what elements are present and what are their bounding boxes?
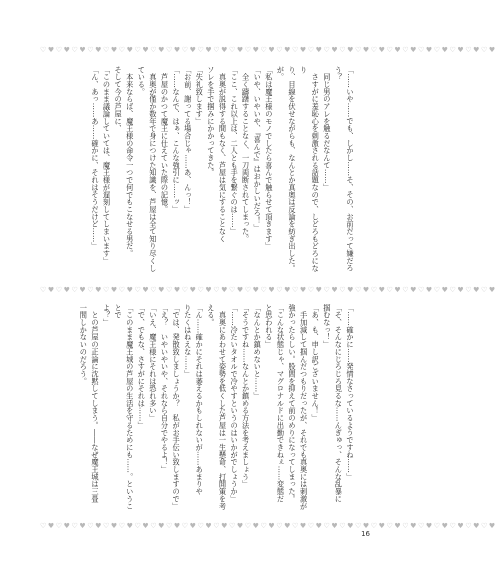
text-line: と思われる」 xyxy=(264,304,274,349)
text-line: 真奥が僅か数年で身につけた知識を、芦屋は全て知り尽くしている。 xyxy=(137,66,158,272)
text-line: 「え？ いやいやいや、それなら自分でやるよ！」 xyxy=(160,304,170,474)
text-line: 「お前、謝ってる場合じゃ……あ、んっ！」 xyxy=(183,66,193,213)
text-line: 「いや、いやいや、『喜んで』はおかしいだろ！」 xyxy=(253,66,263,232)
text-line: 「あ、も、申し訳ございません！」 xyxy=(311,304,321,422)
lower-text-block xyxy=(38,304,356,514)
text-line: 「私は魔王様のモノでしたら喜んで触らせて頂きます」 xyxy=(264,66,274,250)
text-line: 「失礼致します」 xyxy=(195,66,205,125)
text-line: との芦屋の正論に沈黙してしまう。――なぜ魔王城は三畳 xyxy=(90,304,100,503)
text-line: 「このまま魔王城の芦屋の生活を守るためにも……。ということで xyxy=(114,304,135,510)
text-line: 「……いや……でも、しかし……そ、その、お前だって嫌だろう？ xyxy=(334,66,355,272)
text-line: 手加減して掴んだつもりだったが、それでも真奥には刺激が xyxy=(299,304,309,510)
text-line: ソレを手で掴みにかかってきた。 xyxy=(206,66,216,177)
text-line: 「ん……確かにそれは萎えるかもしれないが……あまりや xyxy=(195,304,205,496)
text-line: 掴むなっ！」 xyxy=(322,304,332,349)
text-line: 芦屋のかつて魔王に仕えていた際の記憶。 xyxy=(160,66,170,213)
upper-text-block xyxy=(38,66,356,276)
text-line: 「このまま議論していては、魔王様が遅刻してしまいます」 xyxy=(102,66,112,265)
text-line: 真奥にあわせて姿勢を低くした芦屋は一生懸命、打開策を考 xyxy=(218,304,228,510)
text-line: 全く躊躇することなく、一刀両断されてしまった。 xyxy=(241,66,251,243)
text-line: 「そ、そんなにじろじろ見るな……んぎゅっ、そんな乱暴に xyxy=(334,304,344,503)
text-line: さすがに羞恥心を刺激される話題なので、しどろもどろになり xyxy=(299,66,321,272)
heart-border-top: ♡♥♡♥♡♥♡♥♡♥♡♥♡♥♡♥♡♥♡♥♡♥♡♥♡♥♡♥♡♥♡♥♡♥♡♥♡♥♡♥♡♥♡♥♡♥♡♥♡♥♡♥♡♥♡♥♡♥ xyxy=(40,46,497,54)
text-line: が。 xyxy=(276,66,286,81)
text-line: 「では、発散致しましょうか？ 私がお手伝い致しますので」 xyxy=(172,304,182,510)
text-line: 「ん、あっ……あ……確かに、それはそうだけど……」 xyxy=(90,66,100,250)
text-line: 「……なんで、はぁ、こんな強引に……ッ」 xyxy=(172,66,182,213)
text-line: 「で、でもな、さすがにそれは……」 xyxy=(137,304,147,429)
text-line: り、目線を伏せながらも、なんとか真奥は反論を紡ぎ出した。 xyxy=(288,66,298,272)
text-line: 「ここ、これ以上は、二人とも手を繋ぐのは……」 xyxy=(230,66,240,236)
text-line: よ？」 xyxy=(102,304,112,327)
text-line: 本来ならば、魔王様の命令一つで何でもこなせる男だ。 xyxy=(125,66,135,258)
text-line: 強かったらしい。股間を抑えて前のめりになってしまった。 xyxy=(288,304,298,503)
text-line: 「いえ、魔王様にそれは恐れ多い」 xyxy=(148,304,158,422)
text-line: そして今の芦屋に、 xyxy=(114,66,124,133)
text-line: える。 xyxy=(206,304,216,327)
text-line: 「……確かに……発情なさっているようですね……」 xyxy=(346,304,355,481)
text-line: 一間しかないのだろう。 xyxy=(79,304,89,385)
heart-border-middle: ♡♥♡♥♡♥♡♥♡♥♡♥♡♥♡♥♡♥♡♥♡♥♡♥♡♥♡♥♡♥♡♥♡♥♡♥♡♥♡♥♡♥♡♥♡♥♡♥♡♥♡♥♡♥♡♥♡♥ xyxy=(40,286,497,294)
text-line: 同じ男のアレを触るだなんて……」 xyxy=(322,66,332,191)
text-line: 「……冷たいタオルで冷やすというのはいかがでしょうか」 xyxy=(230,304,240,503)
heart-border-bottom: ♡♥♡♥♡♥♡♥♡♥♡♥♡♥♡♥♡♥♡♥♡♥♡♥♡♥♡♥♡♥♡♥♡♥♡♥♡♥♡♥♡♥♡♥♡♥♡♥♡♥♡♥♡♥♡♥♡♥ xyxy=(40,522,497,530)
text-line: 真奥が説得する間もなく、芦屋は気にすることなく xyxy=(218,66,228,243)
text-line: 「そうですね……なんとか鎮める方法を考えましょう」 xyxy=(241,304,251,488)
text-line: りたくはねえな……」 xyxy=(183,304,193,378)
text-line: 「なんとか鎮めないと……」 xyxy=(253,304,263,400)
page-number: 16 xyxy=(361,530,370,538)
text-line: 「こんな状態じゃ、マグロナルドに出勤できねぇ……変態だ xyxy=(276,304,286,503)
